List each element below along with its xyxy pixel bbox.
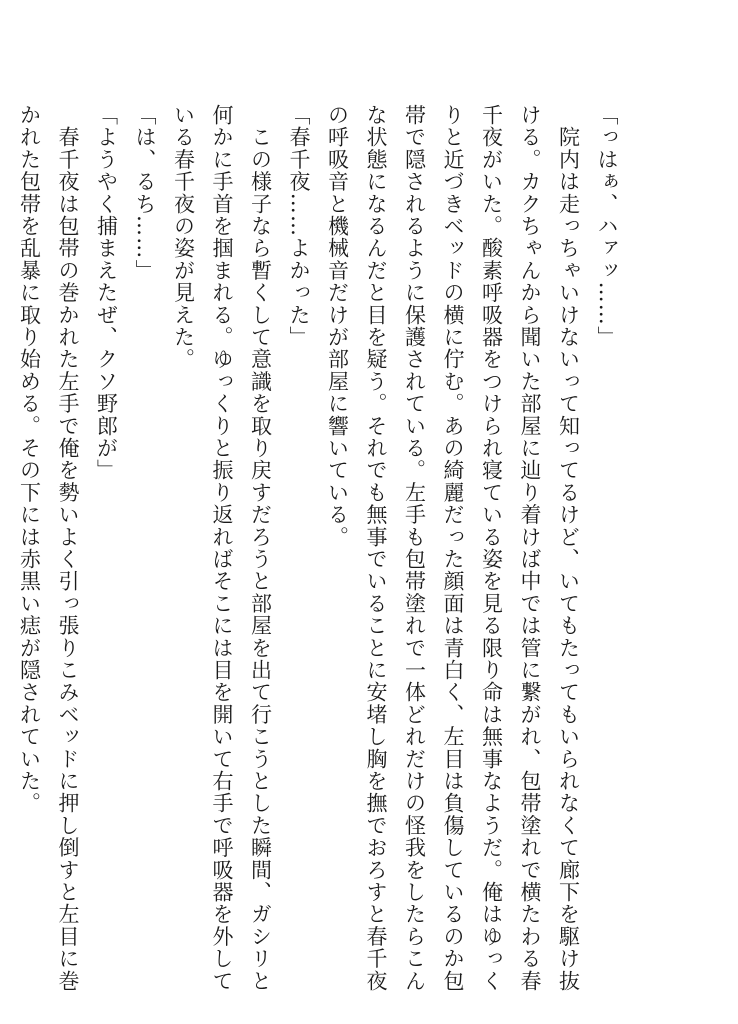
text-line: な状態になるんだと目を疑う。それでも無事でいることに安堵し胸を撫でおろすと春千夜	[364, 104, 388, 992]
text-line: 「ようやく捕まえたぜ、クソ野郎が」	[94, 104, 119, 482]
text-line: 院内は走っちゃいけないって知ってるけど、いてもたってもいられなくて廊下を駆け抜	[556, 104, 581, 992]
text-line: 千夜がいた。酸素呼吸器をつけられ寝ている姿を見る限り命は無事なようだ。俺はゆっく	[479, 104, 504, 992]
text-line: いる春千夜の姿が見えた。	[171, 104, 196, 371]
text-line: 「は、るち……」	[133, 104, 157, 282]
text-line: ける。カクちゃんから聞いた部屋に辿り着けば中では管に繋がれ、包帯塗れで横たわる春	[518, 104, 542, 992]
text-line: 何かに手首を掴まれる。ゆっくりと振り返ればそこには目を開いて右手で呼吸器を外して	[210, 104, 234, 992]
text-line: かれた包帯を乱暴に取り始める。その下には赤黒い痣が隠されていた。	[17, 104, 42, 815]
text-line: の呼吸音と機械音だけが部屋に響いている。	[325, 104, 350, 548]
text-line: 「っはぁ、ハァッ……」	[595, 104, 619, 349]
text-line: りと近づきベッドの横に佇む。あの綺麗だった顔面は青白く、左目は負傷しているのか包	[441, 104, 465, 992]
vertical-text-body	[10, 104, 626, 993]
text-line: 帯で隠されるように保護されている。左手も包帯塗れで一体どれだけの怪我をしたらこん	[402, 104, 427, 992]
text-line: 「春千夜……よかった」	[287, 104, 311, 349]
text-line: 春千夜は包帯の巻かれた左手で俺を勢いよく引っ張りこみベッドに押し倒すと左目に巻	[56, 104, 80, 992]
text-line: この様子なら暫くして意識を取り戻すだろうと部屋を出て行こうとした瞬間、ガシリと	[248, 104, 273, 993]
